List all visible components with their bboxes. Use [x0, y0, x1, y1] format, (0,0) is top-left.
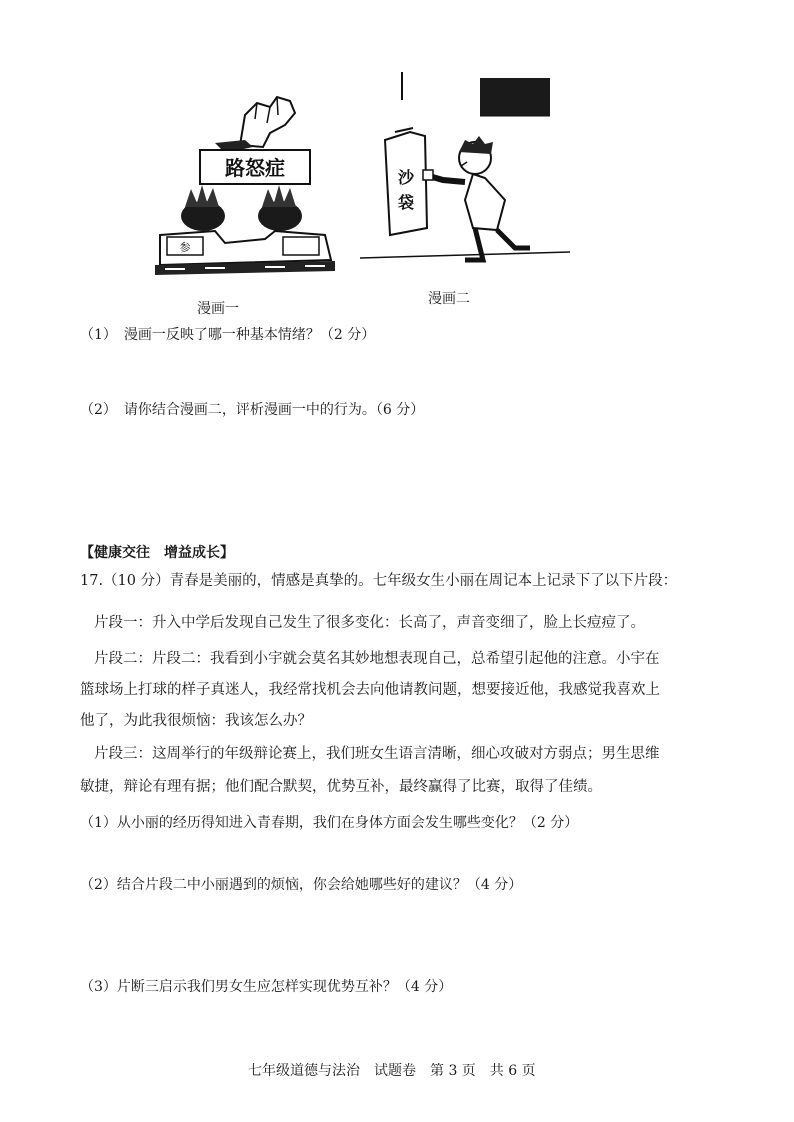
q17-fragment-3-line-1: 片段三：这周举行的年级辩论赛上，我们班女生语言清晰，细心攻破对方弱点；男生思维	[94, 746, 660, 762]
svg-text:参: 参	[179, 241, 191, 254]
q17-fragment-1: 片段一：升入中学后发现自己发生了很多变化：长高了，声音变细了，脸上长痘痘了。	[94, 615, 645, 631]
q17-sub3: （3）片断三启示我们男女生应怎样实现优势互补？（4 分）	[80, 979, 453, 995]
cartoon-2-bag-text-1: 沙	[397, 168, 415, 187]
page-footer: 七年级道德与法治 试题卷 第 3 页 共 6 页	[248, 1063, 536, 1079]
cartoon-1-sign-text: 路怒症	[225, 156, 285, 180]
q16-sub2: （2） 请你结合漫画二，评析漫画一中的行为。（6 分）	[80, 402, 425, 418]
q17-fragment-3-line-2: 敏捷，辩论有理有据；他们配合默契，优势互补，最终赢得了比赛，取得了佳绩。	[80, 779, 602, 795]
cartoon-2-caption: 漫画二	[428, 291, 470, 307]
q16-sub1: （1） 漫画一反映了哪一种基本情绪？（2 分）	[80, 327, 376, 343]
cartoon-2-punching-bag	[355, 70, 575, 270]
q17-sub1: （1）从小丽的经历得知进入青春期，我们在身体方面会发生哪些变化？（2 分）	[80, 815, 579, 831]
section-title: 【健康交往 增益成长】	[80, 545, 234, 561]
cartoon-2-bag-text-2: 袋	[397, 193, 415, 212]
q17-fragment-2-line-1: 片段二：片段二：我看到小宇就会莫名其妙地想表现自己，总希望引起他的注意。小宇在	[94, 651, 660, 667]
cartoon-1-caption: 漫画一	[197, 301, 239, 317]
q17-fragment-2-line-2: 篮球场上打球的样子真迷人，我经常找机会去向他请教问题，想要接近他，我感觉我喜欢上	[80, 682, 660, 698]
q17-fragment-2-line-3: 他了，为此我很烦恼：我该怎么办？	[80, 713, 312, 729]
q17-intro: 17.（10 分）青春是美丽的，情感是真挚的。七年级女生小丽在周记本上记录下了以下片段：	[80, 573, 678, 589]
cartoon-1-road-rage	[145, 85, 345, 290]
q17-sub2: （2）结合片段二中小丽遇到的烦恼，你会给她哪些好的建议？（4 分）	[80, 877, 523, 893]
